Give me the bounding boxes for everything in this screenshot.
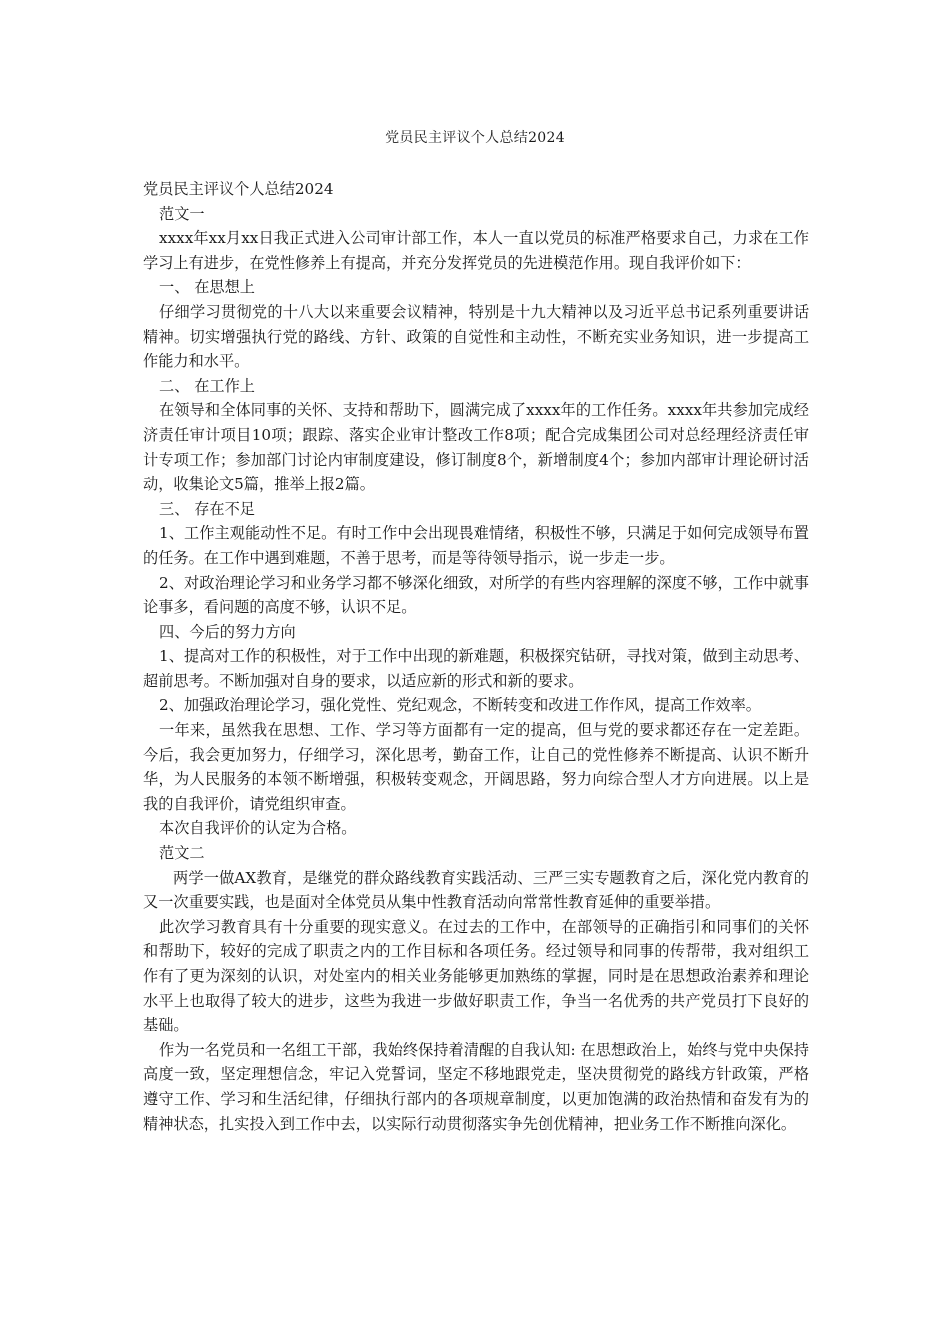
paragraph: 范文一 xyxy=(159,204,205,223)
paragraph: 三、 存在不足 xyxy=(159,499,255,518)
paragraph: 范文二 xyxy=(159,844,205,863)
paragraph: 一、 在思想上 xyxy=(159,278,255,297)
paragraph: 1、提高对工作的积极性，对于工作中出现的新难题，积极探究钻研，寻找对策，做到主动思考、超前思考。不断加强对自身的要求，以适应新的形式和新的要求。 xyxy=(143,647,809,690)
paragraph: xxxx年xx月xx日我正式进入公司审计部工作，本人一直以党员的标准严格要求自己，力求在工作学习上有进步，在党性修养上有提高，并充分发挥党员的先进模范作用。现自我评价如下： xyxy=(143,229,809,272)
paragraph: 二、 在工作上 xyxy=(159,376,255,395)
paragraph: 四、今后的努力方向 xyxy=(159,622,296,641)
paragraph: 一年来，虽然我在思想、工作、学习等方面都有一定的提高，但与党的要求都还存在一定差距。今后，我会更加努力，仔细学习，深化思考，勤奋工作，让自己的党性修养不断提高、认识不断升华，为人民服务的本领不断增强，积极转变观念，开阔思路，努力向综合型人才方向进展。以上是我的自我评价，请党组织审查。 xyxy=(143,721,809,813)
paragraph: 仔细学习贯彻党的十八大以来重要会议精神，特别是十九大精神以及习近平总书记系列重要讲话精神。切实增强执行党的路线、方针、政策的自觉性和主动性，不断充实业务知识，进一步提高工作能力和水平。 xyxy=(143,302,809,371)
document-title: 党员民主评议个人总结2024 xyxy=(385,130,565,146)
paragraph: 2、对政治理论学习和业务学习都不够深化细致，对所学的有些内容理解的深度不够，工作中就事论事多，看问题的高度不够，认识不足。 xyxy=(143,573,809,617)
paragraph: 在领导和全体同事的关怀、支持和帮助下，圆满完成了xxxx年的工作任务。xxxx年共参加完成经济责任审计项目10项；跟踪、落实企业审计整改工作8项；配合完成集团公司对总经理经济责任审计专项工作；参加部门讨论内审制度建设，修订制度8个，新增制度4个；参加内部审计理论研讨活动，收集论文5篇，推举上报2篇。 xyxy=(143,401,809,494)
paragraph: 党员民主评议个人总结2024 xyxy=(143,180,334,198)
paragraph: 两学一做ΑΧ教育，是继党的群众路线教育实践活动、三严三实专题教育之后，深化党内教育的又一次重要实践，也是面对全体党员从集中性教育活动向常常性教育延伸的重要举措。 xyxy=(143,868,809,912)
paragraph: 2、加强政治理论学习，强化党性、党纪观念，不断转变和改进工作作风，提高工作效率。 xyxy=(159,696,761,715)
paragraph: 1、工作主观能动性不足。有时工作中会出现畏难情绪，积极性不够，只满足于如何完成领导布置的任务。在工作中遇到难题，不善于思考，而是等待领导指示，说一步走一步。 xyxy=(143,524,809,567)
paragraph: 此次学习教育具有十分重要的现实意义。在过去的工作中，在部领导的正确指引和同事们的关怀和帮助下，较好的完成了职责之内的工作目标和各项任务。经过领导和同事的传帮带，我对组织工作有了更为深刻的认识，对处室内的相关业务能够更加熟练的掌握，同时是在思想政治素养和理论水平上也取得了较大的进步，这些为我进一步做好职责工作，争当一名优秀的共产党员打下良好的基础。 xyxy=(143,917,809,1035)
paragraph: 本次自我评价的认定为合格。 xyxy=(159,819,357,838)
paragraph: 作为一名党员和一名组工干部，我始终保持着清醒的自我认知: 在思想政治上，始终与党中央保持高度一致，坚定理想信念，牢记入党誓词，坚定不移地跟党走，坚决贯彻党的路线方针政策，严格遵守工作、学习和生活纪律，仔细执行部内的各项规章制度，以更加饱满的政治热情和奋发有为的精神状态，扎实投入到工作中去，以实际行动贯彻落实争先创优精神，把业务工作不断推向深化。 xyxy=(143,1040,809,1133)
document-body xyxy=(143,177,809,1136)
